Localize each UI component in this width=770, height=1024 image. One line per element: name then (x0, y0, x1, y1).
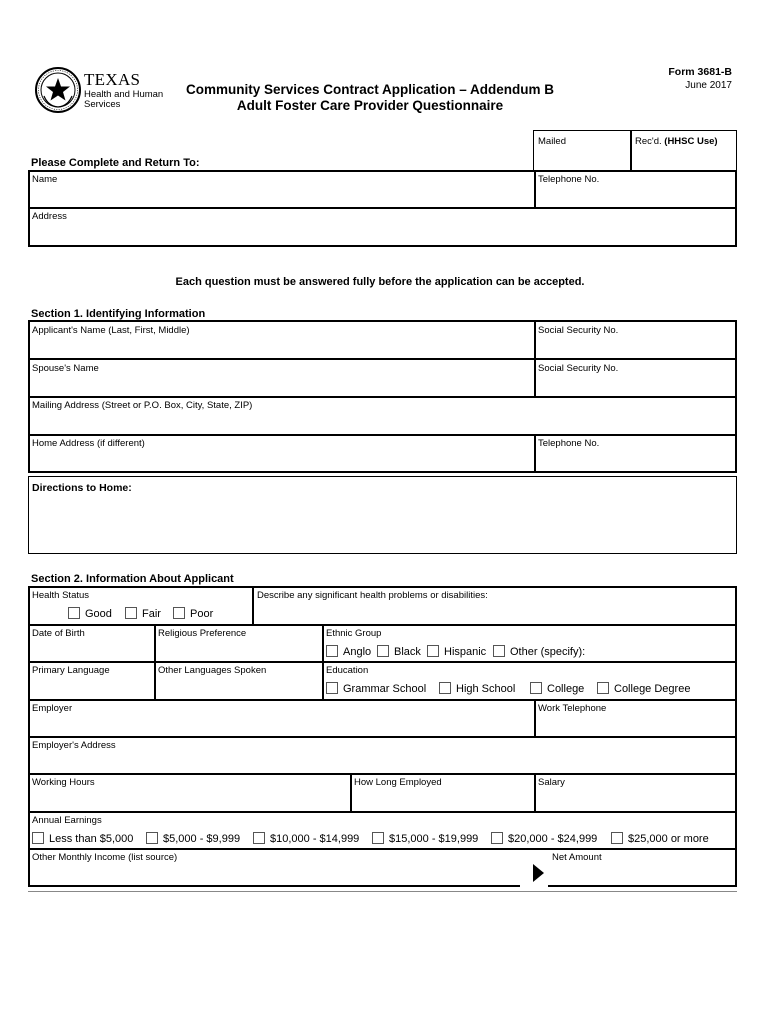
other-languages-field[interactable]: Other Languages Spoken (158, 665, 267, 676)
applicant-ssn-field[interactable]: Social Security No. (538, 325, 619, 336)
religious-preference-field[interactable]: Religious Preference (158, 628, 247, 639)
spouse-name-field[interactable]: Spouse's Name (32, 363, 99, 374)
edu-college-label: College (547, 683, 585, 695)
net-amount-field[interactable]: Net Amount (552, 852, 602, 863)
ethnic-anglo-checkbox[interactable] (326, 645, 338, 657)
ethnic-hispanic-label: Hispanic (444, 646, 487, 658)
edu-grammar-label: Grammar School (343, 683, 427, 695)
home-telephone-field[interactable]: Telephone No. (538, 438, 600, 449)
work-telephone-field[interactable]: Work Telephone (538, 703, 607, 714)
edu-high-school-checkbox[interactable] (439, 682, 451, 694)
ethnic-group-label: Ethnic Group (326, 628, 382, 639)
earnings-25000-checkbox[interactable] (611, 832, 623, 844)
form-number-block (668, 66, 732, 92)
primary-language-field[interactable]: Primary Language (32, 665, 110, 676)
agency-name: TEXAS (84, 70, 141, 89)
health-status-label: Health Status (32, 590, 90, 601)
agency-logo (34, 66, 164, 116)
return-name-field[interactable]: Name (32, 174, 58, 185)
hhsc-use-label: (HHSC Use) (664, 136, 718, 147)
earnings-25000-label: $25,000 or more (628, 833, 709, 845)
edu-college-degree-checkbox[interactable] (597, 682, 609, 694)
edu-grammar-checkbox[interactable] (326, 682, 338, 694)
health-fair-checkbox[interactable] (125, 607, 137, 619)
home-address-field[interactable]: Home Address (if different) (32, 438, 145, 449)
how-long-employed-field[interactable]: How Long Employed (354, 777, 442, 788)
employer-address-field[interactable]: Employer's Address (32, 740, 116, 751)
edu-high-school-label: High School (456, 683, 516, 695)
earnings-5000-label: $5,000 - $9,999 (163, 833, 241, 845)
ethnic-other-checkbox[interactable] (493, 645, 505, 657)
salary-field[interactable]: Salary (538, 777, 565, 788)
form-date: June 2017 (685, 80, 732, 91)
earnings-20000-checkbox[interactable] (491, 832, 503, 844)
ethnic-black-label: Black (394, 646, 421, 658)
edu-college-checkbox[interactable] (530, 682, 542, 694)
ethnic-other-label: Other (specify): (510, 646, 586, 658)
return-address-field[interactable]: Address (32, 211, 67, 222)
earnings-15000-checkbox[interactable] (372, 832, 384, 844)
mailing-address-field[interactable]: Mailing Address (Street or P.O. Box, City, State, ZIP) (32, 400, 253, 411)
applicant-name-field[interactable]: Applicant's Name (Last, First, Middle) (32, 325, 190, 336)
earnings-15000-label: $15,000 - $19,999 (389, 833, 479, 845)
notice-text: Each question must be answered fully before the application can be accepted. (175, 276, 585, 288)
page-title (150, 82, 590, 114)
health-poor-checkbox[interactable] (173, 607, 185, 619)
earnings-10000-checkbox[interactable] (253, 832, 265, 844)
return-telephone-field[interactable]: Telephone No. (538, 174, 600, 185)
form-number: Form 3681-B (668, 66, 732, 78)
earnings-10000-label: $10,000 - $14,999 (270, 833, 360, 845)
edu-college-degree-label: College Degree (614, 683, 691, 695)
return-heading: Please Complete and Return To: (31, 157, 200, 169)
title-line-1: Community Services Contract Application – Addendum B (185, 82, 555, 97)
ethnic-hispanic-checkbox[interactable] (427, 645, 439, 657)
date-of-birth-field[interactable]: Date of Birth (32, 628, 85, 639)
health-poor-label: Poor (190, 608, 214, 620)
health-fair-label: Fair (142, 608, 161, 620)
education-label: Education (326, 665, 369, 676)
mailed-label: Mailed (538, 136, 566, 147)
employer-field[interactable]: Employer (32, 703, 73, 714)
directions-box[interactable] (28, 476, 737, 554)
received-label: Rec'd. (HHSC Use) (635, 136, 718, 147)
ethnic-anglo-label: Anglo (343, 646, 372, 658)
health-problems-field[interactable]: Describe any significant health problems or disabilities: (257, 590, 488, 601)
section1-heading: Section 1. Identifying Information (31, 308, 206, 320)
earnings-5000-checkbox[interactable] (146, 832, 158, 844)
section2-heading: Section 2. Information About Applicant (31, 573, 234, 585)
annual-earnings-label: Annual Earnings (32, 815, 102, 826)
title-line-2: Adult Foster Care Provider Questionnaire (236, 98, 504, 113)
other-income-field[interactable]: Other Monthly Income (list source) (32, 852, 178, 863)
working-hours-field[interactable]: Working Hours (32, 777, 95, 788)
arrow-right-icon (533, 864, 544, 882)
health-good-label: Good (85, 608, 112, 620)
return-to-box (28, 170, 737, 247)
earnings-20000-label: $20,000 - $24,999 (508, 833, 598, 845)
agency-subtitle: Health and Human Services (84, 89, 164, 110)
texas-seal-icon (34, 66, 82, 114)
earnings-lt5000-label: Less than $5,000 (49, 833, 134, 845)
earnings-lt5000-checkbox[interactable] (32, 832, 44, 844)
directions-label: Directions to Home: (32, 482, 132, 494)
spouse-ssn-field[interactable]: Social Security No. (538, 363, 619, 374)
health-good-checkbox[interactable] (68, 607, 80, 619)
ethnic-black-checkbox[interactable] (377, 645, 389, 657)
